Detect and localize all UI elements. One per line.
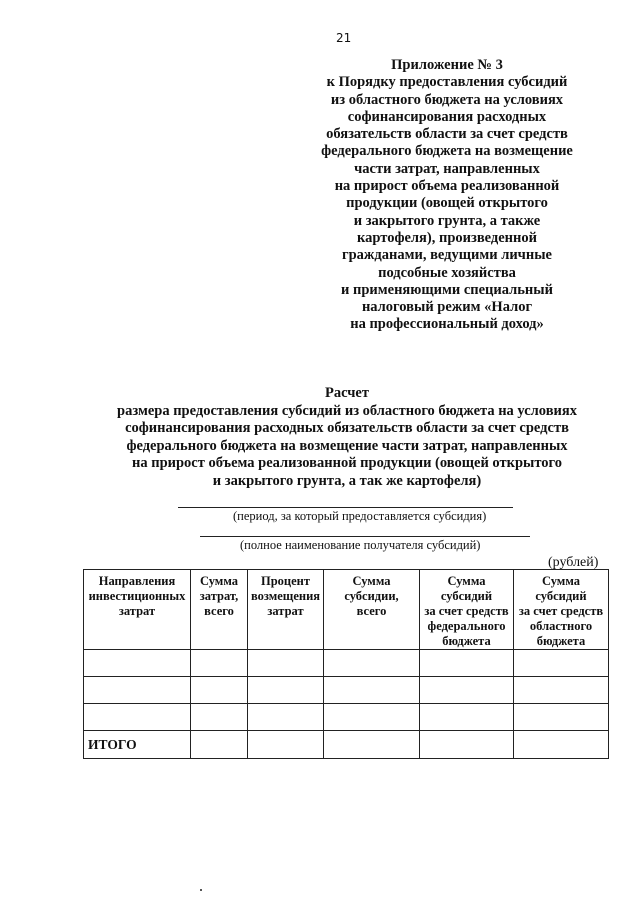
calculation-subtitle — [80, 403, 614, 491]
appendix-line: картофеля), произведенной — [357, 229, 537, 246]
calculation-title — [80, 385, 614, 490]
units-label: (рублей) — [548, 555, 599, 570]
table-cell — [420, 650, 514, 677]
appendix-line: Приложение № 3 — [391, 57, 503, 73]
column-header-line: за счет средств — [424, 604, 509, 618]
table-cell — [420, 704, 514, 731]
total-row — [84, 731, 609, 759]
table-cell — [248, 677, 324, 704]
table-cell — [420, 731, 514, 759]
appendix-line: обязательств области за счет средств — [326, 126, 568, 143]
appendix-line: и применяющими специальный — [341, 281, 553, 298]
appendix-line: части затрат, направленных — [354, 160, 540, 177]
table-cell — [84, 704, 191, 731]
appendix-line: подсобные хозяйства — [378, 264, 516, 281]
column-header-line: затрат — [267, 604, 304, 618]
appendix-line: из областного бюджета на условиях — [330, 91, 564, 108]
table-cell — [248, 731, 324, 759]
table-row — [84, 704, 609, 731]
column-header-line: возмещения — [250, 589, 321, 603]
table-row — [84, 677, 609, 704]
column-header-line: бюджета — [442, 634, 491, 648]
recipient-line — [200, 536, 530, 537]
appendix-line: гражданами, ведущими личные — [342, 247, 552, 264]
column-header-line: Процент — [260, 574, 311, 588]
appendix-line: и закрытого грунта, а также — [353, 212, 541, 229]
column-header — [420, 570, 514, 650]
column-header-line: Сумма — [447, 574, 486, 588]
table-cell — [420, 677, 514, 704]
table-cell — [514, 704, 609, 731]
appendix-line: налоговый режим «Налог — [361, 299, 533, 316]
column-header — [191, 570, 248, 650]
table-cell — [191, 731, 248, 759]
appendix-line: на профессиональный доход» — [350, 316, 544, 333]
calculation-line: и закрытого грунта, а так же картофеля) — [212, 472, 482, 489]
appendix-line: продукции (овощей открытого — [346, 195, 548, 212]
appendix-line: к Порядку предоставления субсидий — [326, 74, 568, 91]
table-header-row — [84, 570, 609, 650]
column-header-line: инвестиционных — [88, 589, 186, 603]
column-header-line: Сумма — [352, 574, 391, 588]
column-header-line: Сумма — [200, 574, 238, 588]
column-header-line: затрат — [118, 604, 156, 618]
column-header-line: за счет средств — [518, 604, 604, 618]
period-line — [178, 507, 513, 508]
column-header-line: Сумма — [542, 574, 580, 588]
appendix-line: федерального бюджета на возмещение — [321, 143, 573, 160]
column-header-line: Направления — [98, 574, 176, 588]
appendix-line: на прирост объема реализованной — [334, 178, 560, 195]
column-header-line: областного — [529, 619, 593, 633]
table-cell — [191, 704, 248, 731]
table-cell — [324, 650, 420, 677]
table-cell — [324, 704, 420, 731]
recipient-caption: (полное наименование получателя субсидий) — [240, 538, 481, 552]
calculation-line: размера предоставления субсидий из областного бюджета на условиях — [117, 402, 577, 419]
column-header-line: всего — [356, 604, 387, 618]
column-header — [514, 570, 609, 650]
column-header-line: федерального — [427, 619, 506, 633]
table-cell — [191, 650, 248, 677]
calculation-line: на прирост объема реализованной продукции (овощей открытого — [131, 455, 562, 471]
column-header — [84, 570, 191, 650]
table-cell — [84, 650, 191, 677]
column-header — [324, 570, 420, 650]
calculation-line: софинансирования расходных обязательств области за счет средств — [125, 420, 569, 436]
column-header — [248, 570, 324, 650]
period-caption: (период, за который предоставляется субсидия) — [233, 509, 487, 523]
appendix-block — [300, 57, 594, 334]
table-cell — [191, 677, 248, 704]
calculation-heading: Расчет — [325, 385, 369, 401]
table-cell — [514, 677, 609, 704]
calculation-line: федерального бюджета на возмещение части затрат, направленных — [126, 437, 568, 454]
scan-speck — [200, 889, 202, 891]
table-cell — [248, 650, 324, 677]
column-header-line: субсидий — [535, 589, 587, 603]
column-header-line: затрат, — [199, 589, 239, 603]
page-number: 21 — [336, 31, 352, 45]
column-header-line: всего — [204, 604, 234, 618]
column-header-line: бюджета — [536, 634, 586, 648]
table-row — [84, 650, 609, 677]
subsidy-table — [83, 569, 609, 759]
table-cell — [84, 677, 191, 704]
table-cell — [324, 731, 420, 759]
total-label: ИТОГО — [84, 731, 191, 759]
table-cell — [324, 677, 420, 704]
table-cell — [248, 704, 324, 731]
table-cell — [514, 731, 609, 759]
appendix-line: софинансирования расходных — [347, 108, 547, 125]
table-cell — [514, 650, 609, 677]
column-header-line: субсидии, — [344, 589, 399, 603]
column-header-line: субсидий — [440, 589, 493, 603]
